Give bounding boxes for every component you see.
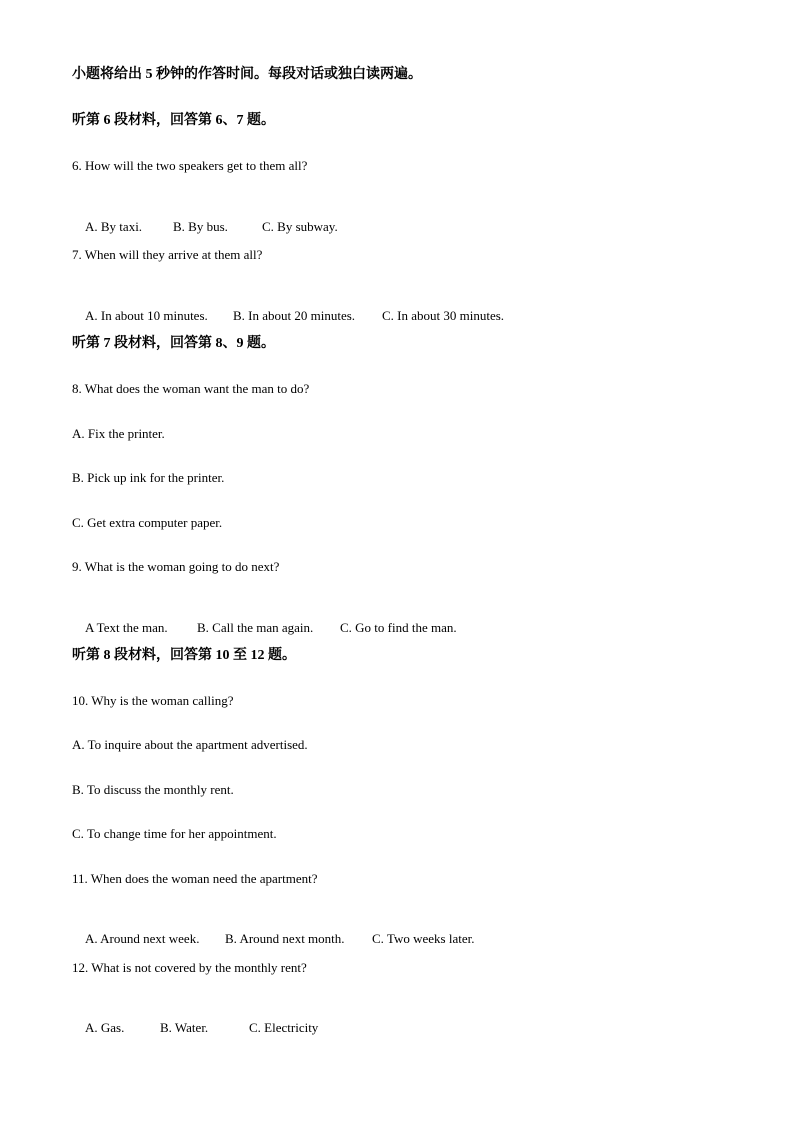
question-12-stem: 12. What is not covered by the monthly rent? [72, 960, 307, 975]
question-8-option-a: A. Fix the printer. [72, 426, 165, 441]
question-9-option-b: B. Call the man again. [197, 620, 314, 635]
question-8-option-b: B. Pick up ink for the printer. [72, 470, 225, 485]
question-12-options [72, 1004, 318, 1052]
question-8-stem: 8. What does the woman want the man to do? [72, 381, 310, 396]
section-heading-7: 听第 7 段材料，回答第 8、9 题。 [72, 336, 275, 351]
question-6-stem: 6. How will the two speakers get to them all? [72, 158, 308, 173]
instructions-text: 小题将给出 5 秒钟的作答时间。每段对话或独白读两遍。 [72, 67, 422, 82]
question-9-option-a: A Text the man. [85, 620, 168, 635]
question-6-option-a: A. By taxi. [85, 219, 143, 234]
question-6-option-c: C. By subway. [262, 219, 338, 234]
question-12-option-c: C. Electricity [249, 1020, 319, 1035]
question-11-stem: 11. When does the woman need the apartment? [72, 871, 318, 886]
question-11-option-a: A. Around next week. [85, 931, 200, 946]
question-7-option-c: C. In about 30 minutes. [382, 308, 505, 323]
question-6-option-b: B. By bus. [173, 219, 228, 234]
question-12-option-a: A. Gas. [85, 1020, 125, 1035]
question-9-stem: 9. What is the woman going to do next? [72, 559, 280, 574]
question-9-option-c: C. Go to find the man. [340, 620, 457, 635]
question-11-options [72, 915, 474, 963]
question-10-option-c: C. To change time for her appointment. [72, 826, 277, 841]
question-6-options [72, 203, 338, 251]
question-7-stem: 7. When will they arrive at them all? [72, 247, 263, 262]
question-12-option-b: B. Water. [160, 1020, 209, 1035]
section-heading-6: 听第 6 段材料，回答第 6、7 题。 [72, 113, 275, 128]
question-10-stem: 10. Why is the woman calling? [72, 693, 234, 708]
question-8-option-c: C. Get extra computer paper. [72, 515, 223, 530]
question-7-options [72, 292, 504, 340]
question-10-option-b: B. To discuss the monthly rent. [72, 782, 234, 797]
question-11-option-c: C. Two weeks later. [372, 931, 475, 946]
question-7-option-a: A. In about 10 minutes. [85, 308, 208, 323]
question-10-option-a: A. To inquire about the apartment advertised. [72, 737, 308, 752]
question-7-option-b: B. In about 20 minutes. [233, 308, 356, 323]
question-9-options [72, 604, 457, 652]
section-heading-8: 听第 8 段材料，回答第 10 至 12 题。 [72, 648, 296, 663]
question-11-option-b: B. Around next month. [225, 931, 345, 946]
